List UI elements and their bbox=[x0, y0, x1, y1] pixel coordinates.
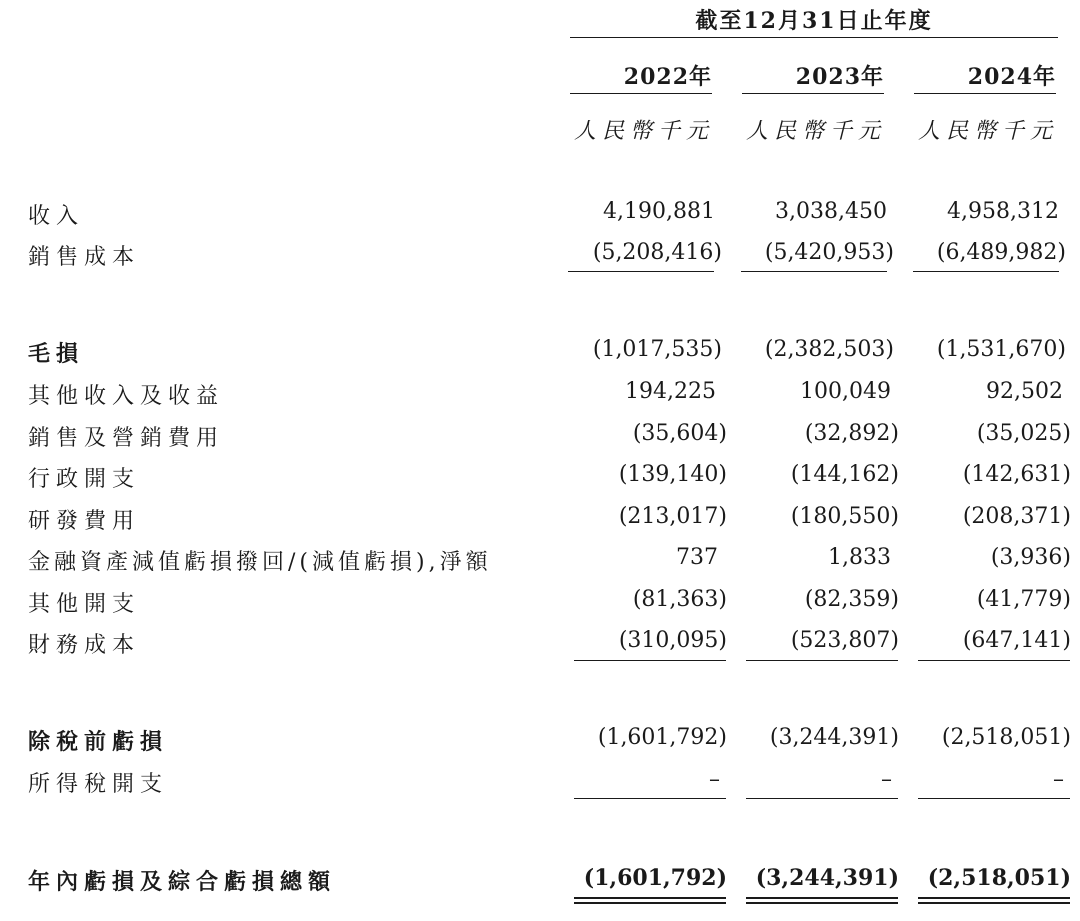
row-label-gross-loss: 毛損 bbox=[28, 341, 85, 367]
impairment-reversal-2022: 737 bbox=[676, 545, 718, 570]
revenue-2023: 3,038,450 bbox=[775, 199, 887, 224]
year-2024-header: 2024年 bbox=[967, 64, 1056, 90]
row-label-revenue: 收入 bbox=[28, 204, 85, 229]
rd-expenses-2023: (180,550) bbox=[790, 504, 899, 529]
row-label-cost-of-sales: 銷售成本 bbox=[28, 245, 141, 270]
year-2022-rule bbox=[570, 93, 712, 94]
other-expenses-2024: (41,779) bbox=[976, 587, 1071, 612]
impairment-reversal-2024: (3,936) bbox=[990, 545, 1071, 570]
total-loss-2022: (1,601,792) bbox=[583, 865, 727, 891]
subtotal-rule-2-2024 bbox=[918, 660, 1070, 661]
row-label-admin-expenses: 行政開支 bbox=[28, 467, 141, 492]
selling-expenses-2024: (35,025) bbox=[976, 421, 1071, 446]
row-label-selling-expenses: 銷售及營銷費用 bbox=[28, 426, 225, 451]
finance-costs-2023: (523,807) bbox=[790, 628, 899, 653]
row-label-total-loss: 年內虧損及綜合虧損總額 bbox=[28, 869, 337, 895]
income-tax-2022: – bbox=[709, 767, 720, 792]
total-loss-2024: (2,518,051) bbox=[927, 865, 1071, 891]
finance-costs-2024: (647,141) bbox=[962, 628, 1071, 653]
subtotal-rule-2-2023 bbox=[746, 660, 898, 661]
finance-costs-2022: (310,095) bbox=[618, 628, 727, 653]
rd-expenses-2022: (213,017) bbox=[618, 504, 727, 529]
loss-before-tax-2024: (2,518,051) bbox=[941, 725, 1071, 750]
row-label-loss-before-tax: 除稅前虧損 bbox=[28, 729, 169, 755]
cost-of-sales-2022: (5,208,416) bbox=[592, 240, 722, 265]
row-label-finance-costs: 財務成本 bbox=[28, 633, 141, 658]
subtotal-rule-3-2022 bbox=[574, 798, 726, 799]
row-label-other-expenses: 其他開支 bbox=[28, 592, 141, 617]
row-label-income-tax: 所得稅開支 bbox=[28, 772, 169, 797]
period-header-rule bbox=[570, 37, 1058, 38]
gross-loss-2023: (2,382,503) bbox=[764, 337, 894, 362]
admin-expenses-2024: (142,631) bbox=[962, 462, 1071, 487]
other-income-2023: 100,049 bbox=[800, 379, 891, 404]
other-income-2022: 194,225 bbox=[625, 379, 716, 404]
selling-expenses-2023: (32,892) bbox=[804, 421, 899, 446]
unit-2022: 人民幣千元 bbox=[573, 119, 714, 144]
other-income-2024: 92,502 bbox=[986, 379, 1063, 404]
subtotal-rule-2023 bbox=[741, 271, 887, 272]
admin-expenses-2023: (144,162) bbox=[790, 462, 899, 487]
income-tax-2023: – bbox=[881, 767, 892, 792]
subtotal-rule-2022 bbox=[568, 271, 714, 272]
selling-expenses-2022: (35,604) bbox=[632, 421, 727, 446]
subtotal-rule-3-2024 bbox=[918, 798, 1070, 799]
period-header: 截至12月31日止年度 bbox=[695, 8, 933, 34]
year-2023-rule bbox=[742, 93, 884, 94]
row-label-impairment-reversal: 金融資產減值虧損撥回/(減值虧損),淨額 bbox=[28, 550, 492, 575]
unit-2023: 人民幣千元 bbox=[745, 119, 886, 144]
subtotal-rule-3-2023 bbox=[746, 798, 898, 799]
subtotal-rule-2024 bbox=[913, 271, 1059, 272]
total-double-rule-2022 bbox=[574, 897, 726, 904]
loss-before-tax-2022: (1,601,792) bbox=[597, 725, 727, 750]
revenue-2024: 4,958,312 bbox=[947, 199, 1059, 224]
cost-of-sales-2024: (6,489,982) bbox=[936, 240, 1066, 265]
other-expenses-2023: (82,359) bbox=[804, 587, 899, 612]
rd-expenses-2024: (208,371) bbox=[962, 504, 1071, 529]
row-label-rd-expenses: 研發費用 bbox=[28, 509, 141, 534]
revenue-2022: 4,190,881 bbox=[603, 199, 715, 224]
gross-loss-2022: (1,017,535) bbox=[592, 337, 722, 362]
unit-2024: 人民幣千元 bbox=[917, 119, 1058, 144]
total-double-rule-2024 bbox=[918, 897, 1070, 904]
admin-expenses-2022: (139,140) bbox=[618, 462, 727, 487]
impairment-reversal-2023: 1,833 bbox=[828, 545, 891, 570]
year-2024-rule bbox=[914, 93, 1056, 94]
loss-before-tax-2023: (3,244,391) bbox=[769, 725, 899, 750]
year-2022-header: 2022年 bbox=[623, 64, 712, 90]
income-tax-2024: – bbox=[1053, 767, 1064, 792]
row-label-other-income: 其他收入及收益 bbox=[28, 384, 225, 409]
total-loss-2023: (3,244,391) bbox=[755, 865, 899, 891]
total-double-rule-2023 bbox=[746, 897, 898, 904]
subtotal-rule-2-2022 bbox=[574, 660, 726, 661]
gross-loss-2024: (1,531,670) bbox=[936, 337, 1066, 362]
cost-of-sales-2023: (5,420,953) bbox=[764, 240, 894, 265]
year-2023-header: 2023年 bbox=[795, 64, 884, 90]
other-expenses-2022: (81,363) bbox=[632, 587, 727, 612]
